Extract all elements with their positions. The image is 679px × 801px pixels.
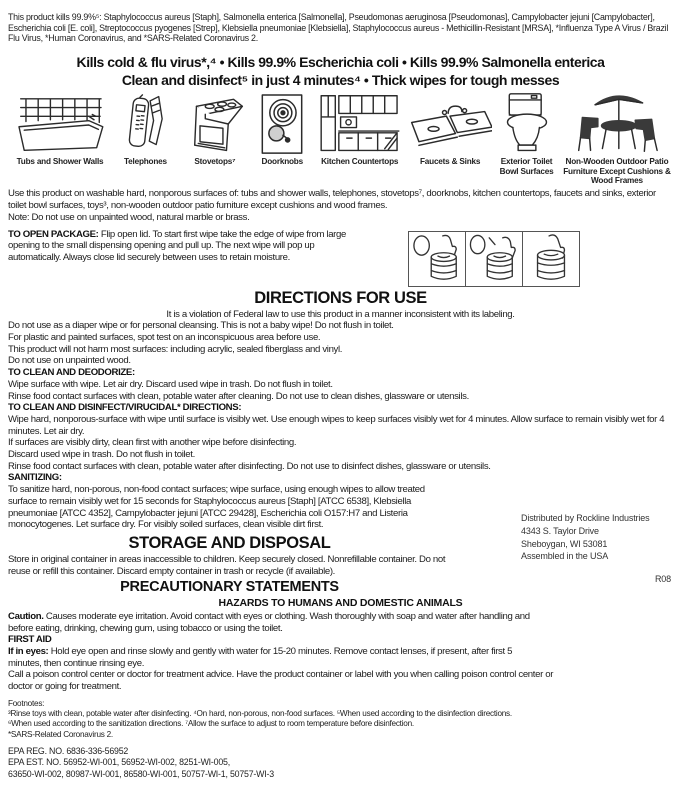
- directions-line: Do not use as a diaper wipe or for personal cleansing. This is not a baby wipe! Do not flush in toilet.: [8, 320, 394, 332]
- usage-text: Use this product on washable hard, nonporous surfaces of: tubs and shower walls, telephones, stovetops⁷, doorknobs, kitchen countertops, faucets and sinks, exterior toilet bowl surfaces, toys³, non-wooden outdoor patio furniture except cushions and wood frames.: [8, 188, 656, 212]
- distributor-line: Assembled in the USA: [521, 551, 609, 562]
- directions-heading: DIRECTIONS FOR USE: [254, 288, 427, 307]
- doorknob-icon: [260, 94, 304, 154]
- telephone-icon: [119, 94, 171, 154]
- toilet-icon: [501, 94, 553, 154]
- epa-reg-number: EPA REG. NO. 6836-336-56952: [8, 745, 129, 756]
- open-package-heading: TO OPEN PACKAGE:: [8, 228, 99, 240]
- clean-deodorize-line: Rinse food contact surfaces with clean, potable water after cleaning. Do not use to clean dishes, glassware or utensils.: [8, 390, 469, 402]
- federal-law-line: It is a violation of Federal law to use this product in a manner inconsistent with its labeling.: [166, 308, 515, 320]
- surface-item-faucets-sinks: [408, 94, 492, 166]
- usage-section: [8, 188, 673, 223]
- directions-line: This product will not harm most surfaces: including acrylic, sealed fiberglass and vinyl.: [8, 343, 343, 355]
- headline: [8, 53, 673, 89]
- open-package-illustration: [408, 231, 580, 287]
- surface-label: Doorknobs: [261, 157, 303, 167]
- distributor-line: Sheboygan, WI 53081: [521, 538, 608, 549]
- usage-note: Note: Do not use on unpainted wood, natural marble or brass.: [8, 211, 250, 223]
- disinfect-heading: TO CLEAN AND DISINFECT/VIRUCIDAL* DIRECTIONS:: [8, 402, 242, 414]
- directions-line: Do not use on unpainted wood.: [8, 355, 131, 367]
- directions-section: [8, 309, 673, 693]
- caution-label: Caution.: [8, 610, 44, 622]
- distributor-line: 4343 S. Taylor Drive: [521, 526, 599, 537]
- open-package-body: Flip open lid. To start first wipe take the edge of wipe from large opening to the small dispensing opening and pull up. The next wipe will pop up automatically. Always close lid securely between uses to retain moisture.: [8, 228, 346, 263]
- sanitizing-heading: SANITIZING:: [8, 472, 62, 484]
- approved-surfaces-row: [8, 94, 673, 185]
- surface-item-toilet: [495, 94, 559, 176]
- directions-line: For plastic and painted surfaces, spot test on an inconspicuous area before use.: [8, 332, 321, 343]
- disinfect-line: Discard used wipe in trash. Do not flush in toilet.: [8, 449, 195, 461]
- surface-item-stovetops: [179, 94, 251, 166]
- epa-est-number-line2: 63650-WI-002, 80987-WI-001, 86580-WI-001, 50757-WI-1, 50757-WI-3: [8, 768, 274, 779]
- footnotes-label: Footnotes:: [8, 698, 45, 708]
- footnotes-line: *SARS-Related Coronavirus 2.: [8, 729, 113, 739]
- caution-paragraph: [8, 611, 536, 634]
- wipe-canister-step2-icon: [466, 231, 523, 287]
- sanitizing-text: To sanitize hard, non-porous, non-food contact surfaces; wipe surface, using enough wipes to allow treated surface to remain visibly wet for 15 seconds for Staphylococcus aureus [Staph] [ATCC 6538], Klebsiella pneumoniae [ATCC 4352], Campylobacter jejuni [ATCC 29428], Escherichia coli O157:H7 and Listeria monocytogenes. Let surface dry. For visibly soiled surfaces, clean visible dirt first.: [8, 484, 425, 531]
- surface-label: Tubs and Shower Walls: [16, 157, 104, 167]
- if-in-eyes-label: If in eyes:: [8, 646, 49, 658]
- hazards-subheading: HAZARDS TO HUMANS AND DOMESTIC ANIMALS: [218, 597, 463, 610]
- revision-code: R08: [654, 573, 671, 584]
- epa-est-number-line1: EPA EST. NO. 56952-WI-001, 56952-WI-002, 8251-WI-005,: [8, 757, 230, 768]
- footnotes-section: [8, 699, 524, 740]
- surface-item-patio-furniture: [561, 94, 673, 185]
- surface-label: Kitchen Countertops: [321, 157, 399, 167]
- headline-line-2: Clean and disinfect⁵ in just 4 minutes⁴ • Thick wipes for tough messes: [121, 72, 560, 89]
- surface-label: Faucets & Sinks: [419, 157, 481, 167]
- sink-icon: [408, 94, 492, 154]
- stove-icon: [182, 94, 248, 154]
- caution-text: Causes moderate eye irritation. Avoid contact with eyes or clothing. Wash thoroughly with soap and water after handling and before eating, drinking, chewing gum, using tobacco or using the toilet.: [8, 610, 530, 634]
- wipe-canister-step3-icon: [523, 231, 580, 287]
- clean-deodorize-heading: TO CLEAN AND DEODORIZE:: [8, 367, 135, 379]
- if-in-eyes-text: Hold eye open and rinse slowly and gently with water for 15-20 minutes. Remove contact lenses, if present, after first 5 minutes, then continue rinsing eye.: [8, 646, 513, 669]
- surface-label: Exterior Toilet Bowl Surfaces: [499, 157, 554, 176]
- first-aid-eyes-paragraph: [8, 646, 536, 669]
- surface-label: Stovetops⁷: [194, 157, 236, 167]
- disinfect-line: Rinse food contact surfaces with clean, potable water after disinfecting. Do not use to disinfect dishes, glassware or utensils.: [8, 460, 491, 472]
- bathtub-icon: [12, 94, 108, 154]
- distributor-block: [457, 512, 673, 592]
- clean-deodorize-line: Wipe surface with wipe. Let air dry. Discard used wipe in trash. Do not flush in toilet.: [8, 378, 333, 390]
- surface-item-tubs: [8, 94, 112, 166]
- surface-item-telephones: [114, 94, 176, 166]
- surface-label: Non-Wooden Outdoor Patio Furniture Except Cushions & Wood Frames: [563, 157, 671, 186]
- surface-item-kitchen-countertops: [314, 94, 406, 166]
- open-package-text: [8, 229, 360, 287]
- open-package-section: [8, 229, 673, 287]
- kill-claims-intro: This product kills 99.9%⁵: Staphylococcus aureus [Staph], Salmonella enterica [Salmonella], Pseudomonas aeruginosa [Pseudomonas], Campylobacter jejuni [Campylobacter], Escherichia coli [E. coli], Streptococcus pyogenes [Strep], Klebsiella pneumoniae [Klebsiella], Staphylococcus aureus - Methicillin-Resistant [MRSA], *Influenza Type A Virus / Brazil Flu Virus, *Human Coronavirus, and *SARS-Related Coronavirus 2.: [8, 11, 669, 44]
- footnotes-line: ³Rinse toys with clean, potable water after disinfecting. ⁴On hard, non-porous, non-food surfaces. ⁵When used according to the disinfection directions. ⁶When used according to the sanitization directions. ⁷Allow the surface to adjust to room temperature before disinfection.: [8, 709, 512, 729]
- disinfect-line: If surfaces are visibly dirty, clean first with another wipe before disinfecting.: [8, 437, 297, 449]
- disinfect-line: Wipe hard, nonporous-surface with wipe until surface is visibly wet. Use enough wipes to keep surfaces visibly wet for 4 minutes. Allow surface to remain visibly wet for 4 minutes. Let air dry.: [8, 413, 665, 437]
- headline-line-1: Kills cold & flu virus*,⁴ • Kills 99.9% Escherichia coli • Kills 99.9% Salmonella enterica: [76, 53, 605, 70]
- distributor-line: Distributed by Rockline Industries: [521, 513, 650, 524]
- surface-item-doorknobs: [253, 94, 311, 166]
- storage-text: Store in original container in areas inaccessible to children. Keep securely closed. Nonrefillable container. Do not reuse or refill this container. Discard empty container in trash or recycle (if available).: [8, 554, 446, 577]
- surface-label: Telephones: [123, 157, 167, 167]
- precautionary-heading: PRECAUTIONARY STATEMENTS: [120, 579, 339, 596]
- storage-heading: STORAGE AND DISPOSAL: [128, 533, 331, 552]
- patio-furniture-icon: [569, 94, 665, 154]
- kitchen-countertop-icon: [317, 94, 403, 154]
- poison-control-paragraph: Call a poison control center or doctor for treatment advice. Have the product container or label with you when calling poison control center or doctor or going for treatment.: [8, 669, 554, 693]
- epa-section: [8, 746, 673, 780]
- wipe-canister-step1-icon: [408, 231, 466, 287]
- first-aid-heading: FIRST AID: [8, 634, 52, 646]
